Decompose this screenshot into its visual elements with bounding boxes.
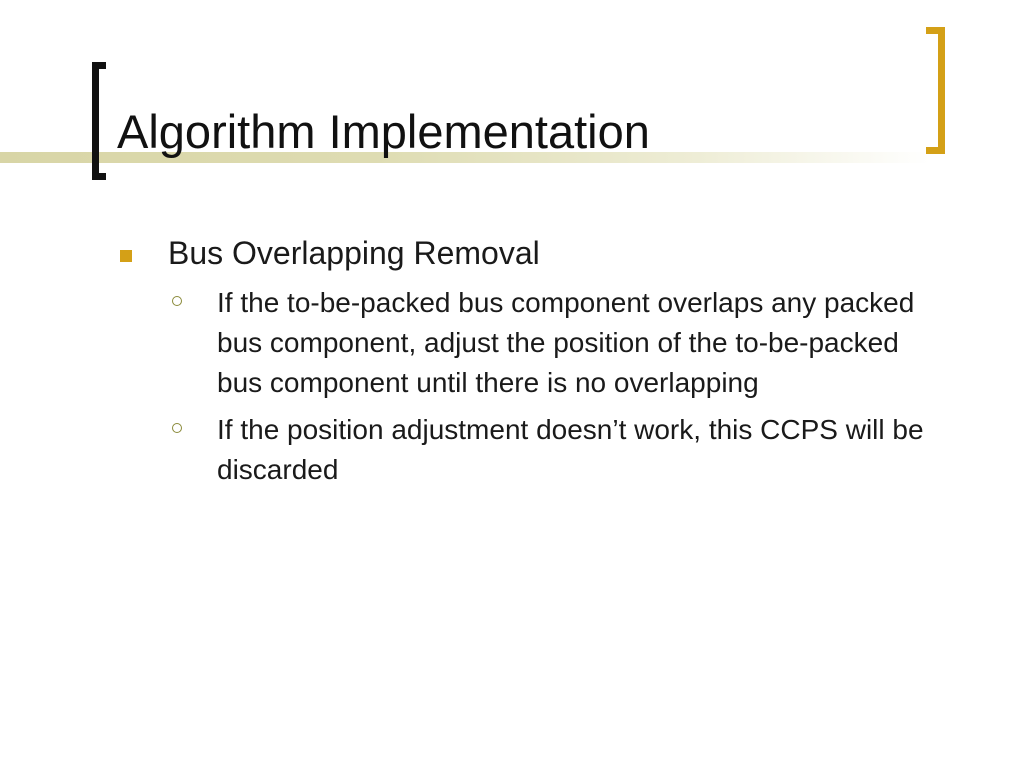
sub-bullet-item bbox=[168, 283, 947, 403]
sub-bullet-item bbox=[168, 410, 947, 490]
right-bracket-decoration bbox=[926, 27, 945, 154]
bullet-text: Bus Overlapping Removal bbox=[168, 235, 540, 271]
left-bracket-decoration bbox=[92, 62, 106, 180]
bullet-item bbox=[120, 232, 970, 490]
sub-bullet-text: If the position adjustment doesn’t work, this CCPS will be discarded bbox=[217, 414, 924, 485]
circle-bullet-icon bbox=[172, 296, 182, 306]
slide-title: Algorithm Implementation bbox=[117, 105, 650, 158]
square-bullet-icon bbox=[120, 250, 132, 262]
sub-bullet-text: If the to-be-packed bus component overlaps any packed bus component, adjust the position of the to-be-packed bus component until there is no overlapping bbox=[217, 287, 915, 398]
sub-bullet-list bbox=[168, 283, 970, 490]
bullet-list bbox=[120, 232, 970, 497]
circle-bullet-icon bbox=[172, 423, 182, 433]
